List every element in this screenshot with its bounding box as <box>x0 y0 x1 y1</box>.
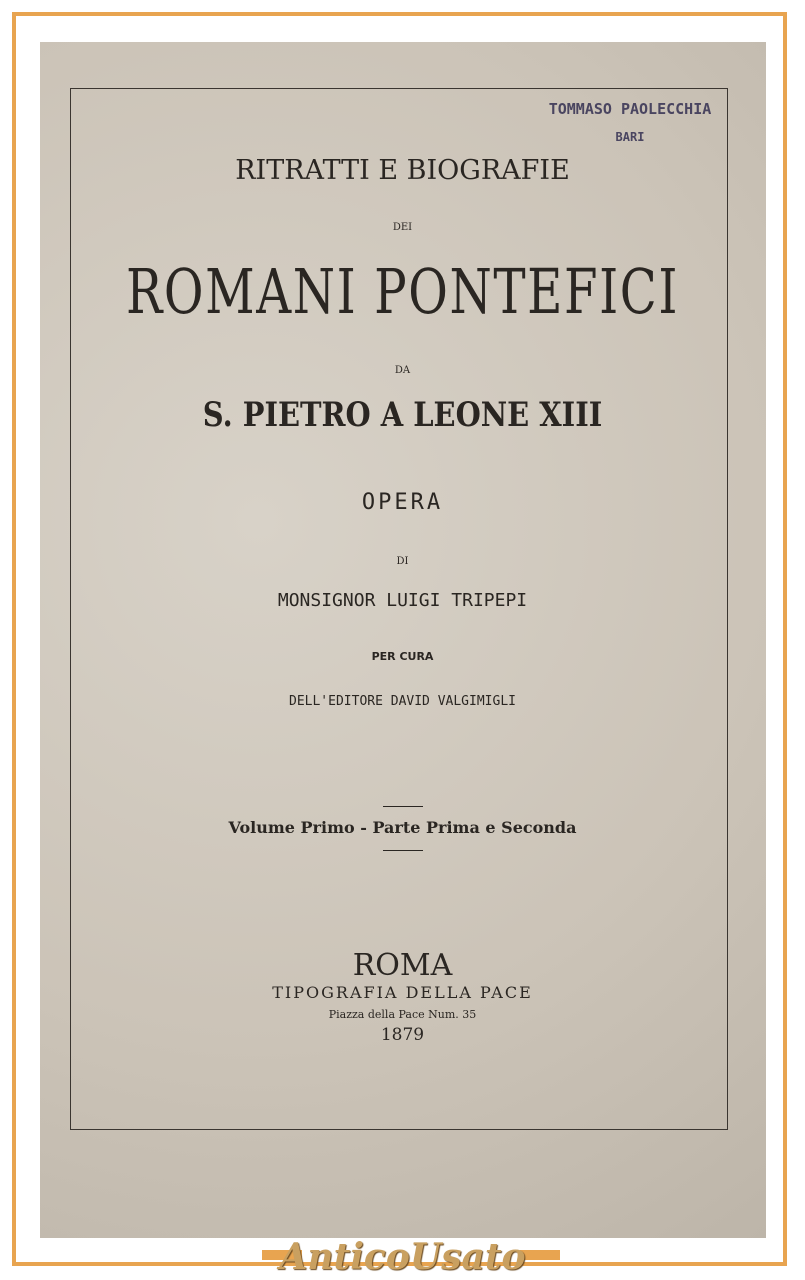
imprint-city: ROMA <box>352 948 453 983</box>
subtitle: S. PIETRO A LEONE XIII <box>202 395 603 435</box>
editor: DELL'EDITORE DAVID VALGIMIGLI <box>289 694 516 709</box>
logo-text: AnticoUsato <box>279 1236 526 1278</box>
title-di: DI <box>396 556 409 567</box>
title-line1: RITRATTI E BIOGRAFIE <box>235 155 570 186</box>
rule-top <box>383 806 423 807</box>
stamp-name: TOMMASO PAOLECCHIA <box>548 100 712 118</box>
watermark-logo <box>0 1236 805 1278</box>
stamp-city: BARI <box>615 130 645 144</box>
imprint-address: Piazza della Pace Num. 35 <box>328 1008 477 1021</box>
title-da: DA <box>394 365 411 376</box>
opera: OPERA <box>361 490 444 515</box>
imprint-printer: TIPOGRAFIA DELLA PACE <box>272 983 533 1002</box>
owner-stamp <box>530 100 730 144</box>
volume-info: Volume Primo - Parte Prima e Seconda <box>228 818 577 837</box>
per-cura: PER CURA <box>371 650 434 663</box>
author: MONSIGNOR LUIGI TRIPEPI <box>277 590 528 611</box>
title-dei: DEI <box>392 222 413 233</box>
rule-bottom <box>383 850 423 851</box>
imprint-year: 1879 <box>380 1025 425 1045</box>
main-title: ROMANI PONTEFICI <box>125 255 680 328</box>
